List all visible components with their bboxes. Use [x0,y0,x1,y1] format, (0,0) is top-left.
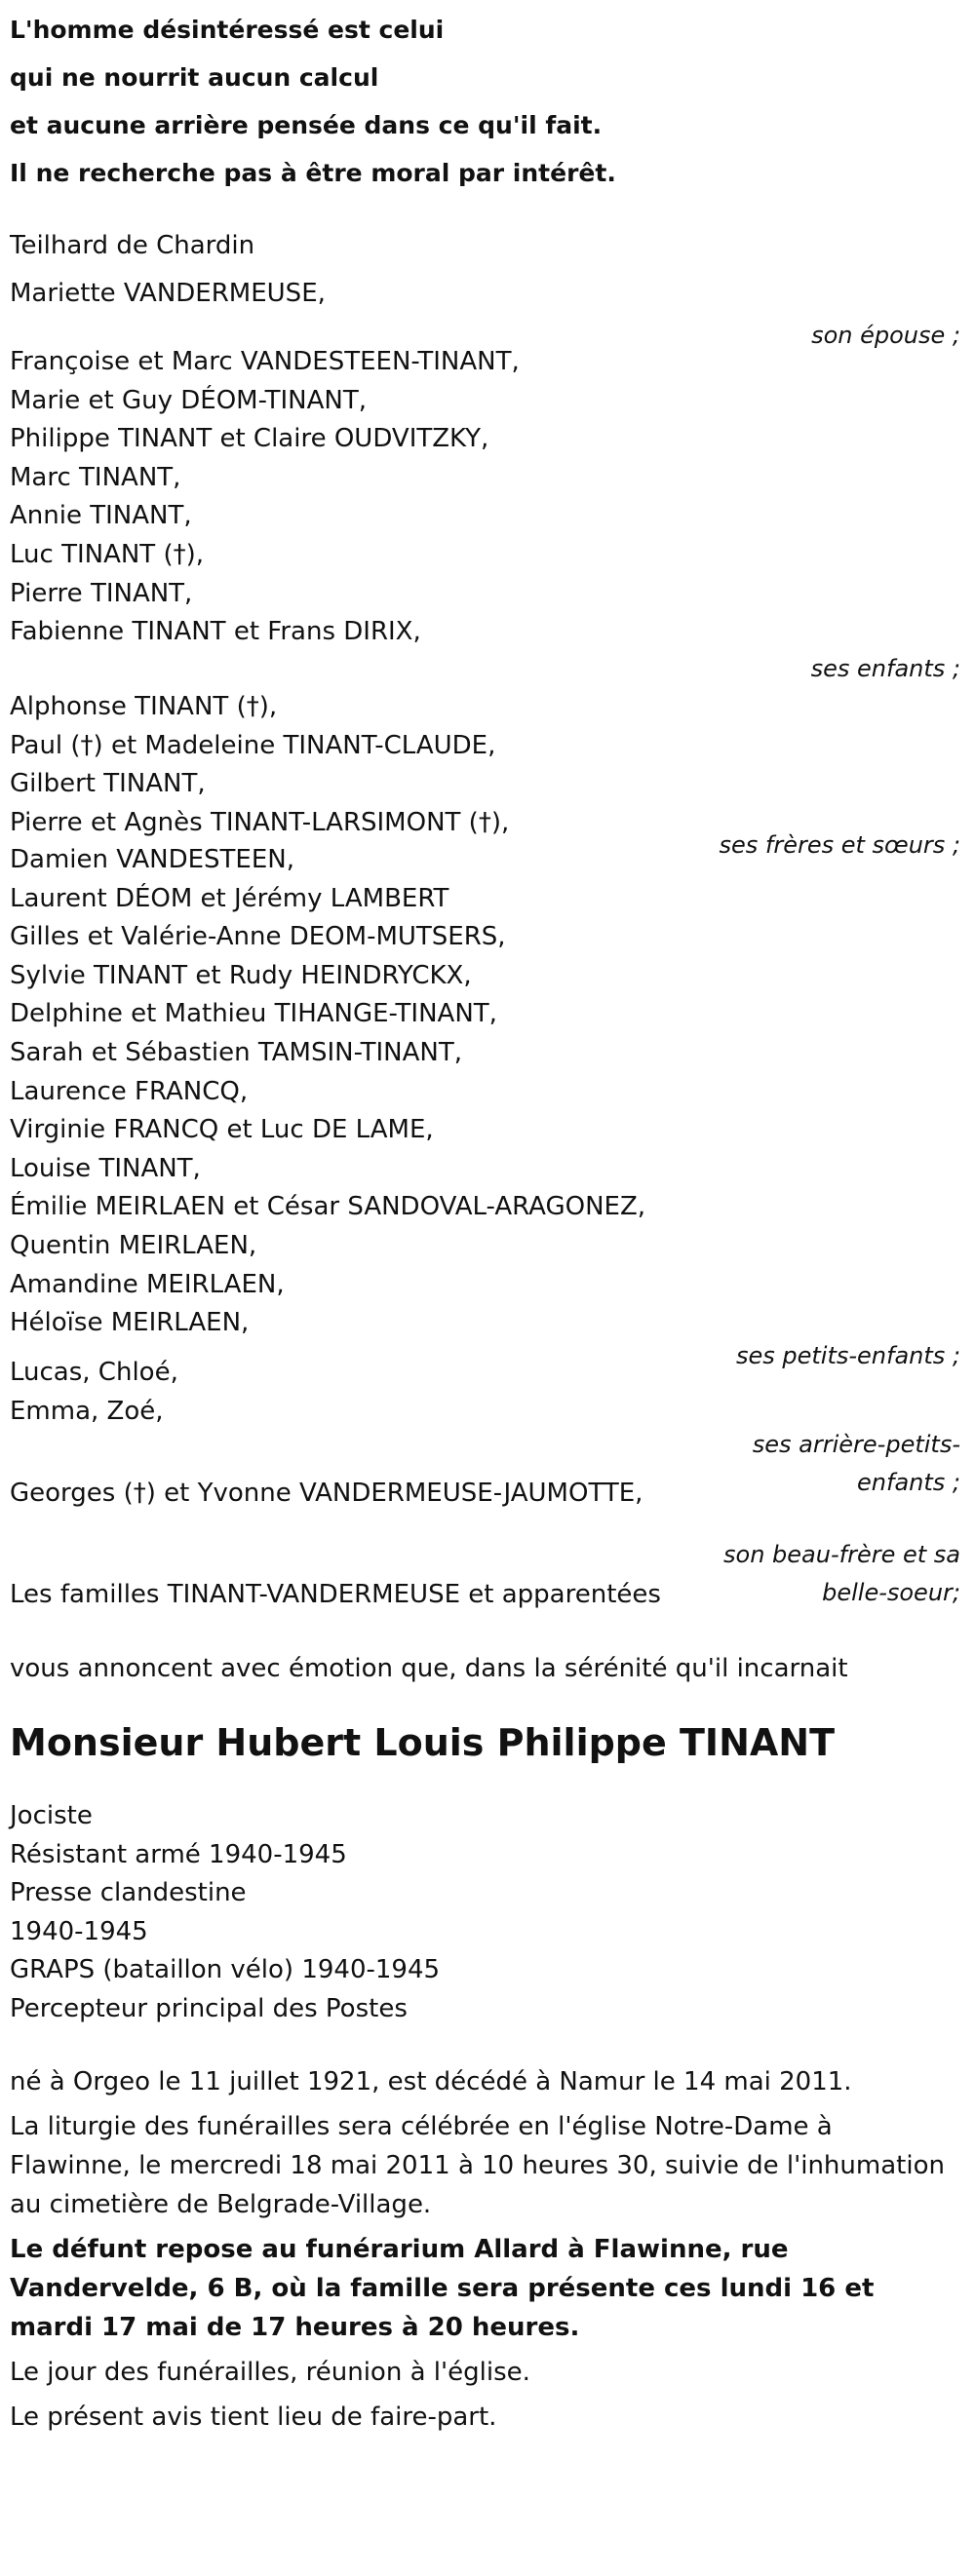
notice-paragraph: Le présent avis tient lieu de faire-part. [10,2402,497,2432]
quote-line: et aucune arrière pensée dans ce qu'il fait. [10,111,603,139]
family-name-line: Georges (†) et Yvonne VANDERMEUSE-JAUMOTTE, [10,1479,644,1508]
title-line: Jociste [10,1801,93,1830]
family-name-line: Philippe TINANT et Claire OUDVITZKY, [10,424,489,454]
family-group-siblings [10,688,960,859]
family-name-line: Alphonse TINANT (†), [10,692,278,721]
family-name-line: Paul (†) et Madeleine TINANT-CLAUDE, [10,730,496,760]
title-line: Résistant armé 1940-1945 [10,1839,347,1869]
family-name-line: Marc TINANT, [10,462,181,492]
announcement-line: vous annoncent avec émotion que, dans la sérénité qu'il incarnait [10,1654,848,1683]
relation-label: ses frères et sœurs ; [719,831,960,859]
family-name-line: Gilbert TINANT, [10,769,206,799]
family-name-line: Delphine et Mathieu TIHANGE-TINANT, [10,999,497,1029]
family-name-line: Françoise et Marc VANDESTEEN-TINANT, [10,347,520,376]
relation-label: ses petits-enfants ; [735,1342,960,1369]
family-name-line: Amandine MEIRLAEN, [10,1269,285,1299]
title-line: Percepteur principal des Postes [10,1993,408,2023]
family-name-line: Virginie FRANCQ et Luc DE LAME, [10,1115,434,1145]
family-name-line: Quentin MEIRLAEN, [10,1230,257,1260]
opening-quote [10,6,960,197]
family-name-line: Laurent DÉOM et Jérémy LAMBERT [10,883,449,913]
family-group-spouse [10,275,960,349]
family-name-line: Héloïse MEIRLAEN, [10,1308,250,1338]
family-name-line: Pierre et Agnès TINANT-LARSIMONT (†), [10,807,510,837]
quote-line: qui ne nourrit aucun calcul [10,63,379,92]
deceased-titles [10,1797,960,2029]
funeral-day-paragraph: Le jour des funérailles, réunion à l'église. [10,2357,530,2387]
funeral-home-paragraph: Le défunt repose au funérarium Allard à Flawinne, rue Vandervelde, 6 B, où la famille sera présente ces lundi 16 et mardi 17 mai de 17 heures à 20 heures. [10,2234,875,2342]
liturgy-paragraph: La liturgie des funérailles sera célébrée en l'église Notre-Dame à Flawinne, le mercredi 18 mai 2011 à 10 heures 30, suivie de l'inhumation au cimetière de Belgrade-Village. [10,2111,945,2219]
family-name-line: Sylvie TINANT et Rudy HEINDRYCKX, [10,960,472,990]
family-name-line: Laurence FRANCQ, [10,1076,249,1106]
family-name-line: Sarah et Sébastien TAMSIN-TINANT, [10,1037,462,1067]
title-line: Presse clandestine [10,1878,247,1908]
family-name-line: Lucas, Chloé, [10,1358,178,1387]
relation-label: son épouse ; [811,322,960,349]
family-name-line: Luc TINANT (†), [10,539,204,569]
family-name-line: Annie TINANT, [10,501,192,531]
families-line: Les familles TINANT-VANDERMEUSE et apparentées [10,1580,661,1609]
relation-label: son beau-frère et sa belle-soeur; [723,1541,960,1606]
title-line: 1940-1945 [10,1916,148,1946]
family-group-grandchildren [10,841,960,1369]
quote-line: Il ne recherche pas à être moral par intérêt. [10,159,616,187]
obituary-notice [10,0,960,2437]
family-name-line: Damien VANDESTEEN, [10,845,295,874]
relation-label: ses enfants ; [810,655,960,682]
family-name-line: Fabienne TINANT et Frans DIRIX, [10,617,421,647]
family-name-line: Marie et Guy DÉOM-TINANT, [10,385,367,415]
family-name-line: Louise TINANT, [10,1153,201,1183]
family-name-line: Pierre TINANT, [10,578,193,608]
deceased-name: Monsieur Hubert Louis Philippe TINANT [10,1721,836,1764]
family-name-line: Émilie MEIRLAEN et César SANDOVAL-ARAGONEZ, [10,1192,646,1222]
quote-line: L'homme désintéressé est celui [10,16,445,44]
relation-label: ses arrière-petits-enfants ; [752,1431,960,1496]
title-line: GRAPS (bataillon vélo) 1940-1945 [10,1955,441,1985]
family-group-children [10,343,960,682]
family-name-line: Mariette VANDERMEUSE, [10,279,326,308]
family-name-line: Emma, Zoé, [10,1396,164,1426]
quote-author: Teilhard de Chardin [10,231,255,260]
family-name-line: Gilles et Valérie-Anne DEOM-MUTSERS, [10,922,506,952]
birth-death-paragraph: né à Orgeo le 11 juillet 1921, est décédé à Namur le 14 mai 2011. [10,2066,852,2096]
